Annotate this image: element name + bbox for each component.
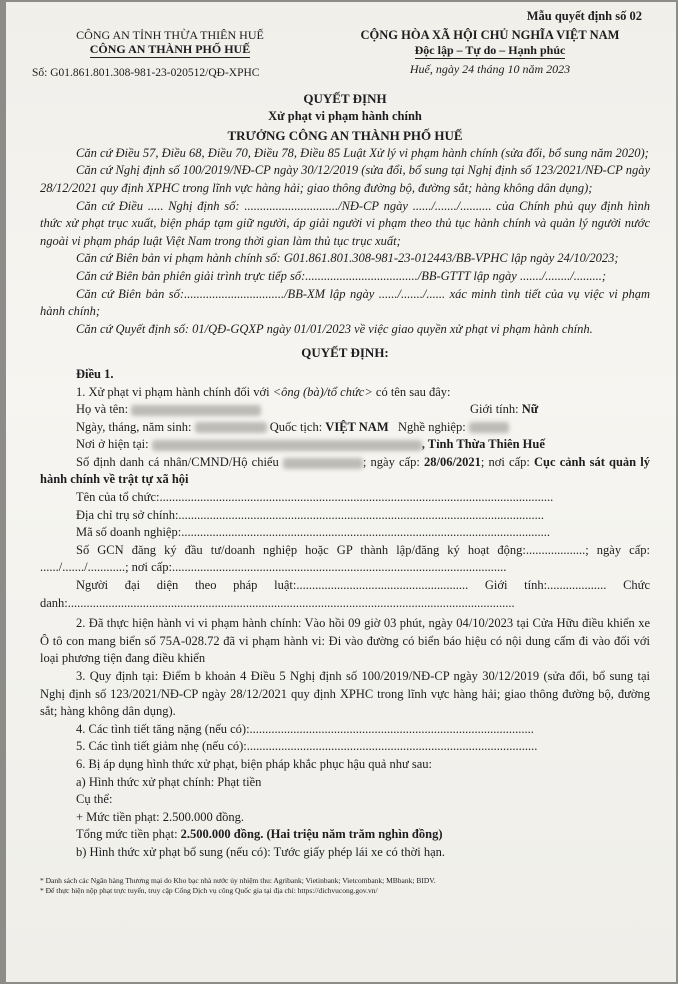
legal-basis: Căn cứ Biên bản vi phạm hành chính số: G01.861.801.308-981-23-012443/BB-VPHC lập ngày 24/10/2023; — [76, 251, 619, 266]
id-label: Số định danh cá nhân/CMND/Hộ chiếu — [76, 454, 279, 469]
nationality-label: Quốc tịch: — [269, 419, 326, 434]
dob-label: Ngày, tháng, năm sinh: — [76, 419, 192, 434]
main-penalty: a) Hình thức xử phạt chính: Phạt tiền — [76, 774, 262, 789]
name-label: Họ và tên: — [76, 402, 129, 417]
item-1-lead-a: 1. Xử phạt vi phạm hành chính đối với — [76, 384, 273, 399]
details-label: Cụ thể: — [76, 792, 113, 807]
item-1-lead-b: <ông (bà)/tổ chức> — [272, 384, 373, 399]
footnote-banks: * Danh sách các Ngân hàng Thương mại do Kho bạc nhà nước ủy nhiệm thu: Agribank; Vietinbank; Vietcombank; MBbank; BIDV. — [40, 875, 436, 885]
dob-row — [40, 419, 650, 437]
form-number: Mẫu quyết định số 02 — [526, 9, 642, 23]
redacted-name — [131, 405, 261, 416]
legal-basis: Căn cứ Nghị định số 100/2019/NĐ-CP ngày 30/12/2019 (sửa đổi, bổ sung tại Nghị định số 123/2021/NĐ-CP ngày 28/12/2021 quy định XPHC trong lĩnh vực hàng hải; giao thông đường bộ, đường sắt; hàng không dân dụng); — [40, 163, 650, 195]
issue-place-label: ; nơi cấp: — [480, 454, 535, 469]
gender-label: Giới tính: — [470, 402, 522, 417]
id-row — [40, 454, 650, 489]
org-license-line: Số GCN đăng ký đầu tư/doanh nghiệp hoặc GP thành lập/đăng ký hoạt động:...................; ngày cấp: ....../......./............; nơi cấp:........................................................................................................... — [40, 542, 650, 575]
additional-penalty: b) Hình thức xử phạt bổ sung (nếu có): Tước giấy phép lái xe có thời hạn. — [76, 844, 445, 859]
org-name-line: Tên của tổ chức:.............................................................................................................................. — [76, 490, 554, 505]
national-motto: Độc lập – Tự do – Hạnh phúc — [414, 43, 566, 57]
legal-basis: Căn cứ Biên bản số:................................/BB-XM lập ngày ....../......./...... xác minh tình tiết của vụ việc vi phạm hành chính; — [40, 286, 650, 319]
fine-amount: + Mức tiền phạt: 2.500.000 đồng. — [76, 809, 244, 824]
date-line: Huế, ngày 24 tháng 10 năm 2023 — [409, 62, 571, 76]
nationality-value: VIỆT NAM — [325, 419, 389, 434]
issuing-authority: TRƯỞNG CÔNG AN THÀNH PHỐ HUẾ — [227, 128, 463, 144]
decision-document — [6, 2, 676, 982]
footnote-online-payment: * Để thực hiện nộp phạt trực tuyến, truy cập Cổng Dịch vụ công Quốc gia tại địa chỉ: https://dichvucong.gov.vn/ — [40, 885, 378, 895]
total-fine — [40, 826, 650, 844]
agency-block — [32, 28, 300, 80]
org-code-line: Mã số doanh nghiệp:...................................................................................................................... — [76, 525, 550, 540]
item-2-violation: 2. Đã thực hiện hành vi vi phạm hành chính: Vào hồi 09 giờ 03 phút, ngày 04/10/2023 tại Cửa Hữu điều khiển xe Ô tô con mang biển số 75A-028.72 đã vi phạm hành vi: Đi vào đường có biển báo hiệu có nội dung cấm đi vào đối với loại phương tiện đang điều khiển — [40, 616, 650, 666]
decision-heading: QUYẾT ĐỊNH: — [301, 345, 389, 361]
agency-parent: CÔNG AN TỈNH THỪA THIÊN HUẾ — [76, 28, 264, 42]
gender-value: Nữ — [521, 402, 539, 417]
representative-line: Người đại diện theo pháp luật:....................................................... Giới tính:................... Chức danh:............................................................................................................................................... — [40, 578, 650, 610]
item-1-lead — [40, 384, 650, 402]
issue-date-label: ; ngày cấp: — [362, 454, 424, 469]
nation-name: CỘNG HÒA XÃ HỘI CHỦ NGHĨA VIỆT NAM — [360, 28, 620, 42]
document-header — [32, 2, 650, 90]
issue-date: 28/06/2021 — [423, 454, 481, 469]
item-5-mitigating: 5. Các tình tiết giảm nhẹ (nếu có):............................................................................................. — [76, 739, 538, 754]
item-1-lead-c: có tên sau đây: — [372, 384, 451, 399]
address-label: Nơi ở hiện tại: — [76, 437, 149, 452]
legal-basis: Căn cứ Điều 57, Điều 68, Điều 70, Điều 78, Điều 85 Luật Xử lý vi phạm hành chính (sửa đổi, bổ sung năm 2020); — [76, 145, 649, 160]
document-subtitle: Xử phạt vi phạm hành chính — [268, 108, 422, 123]
issue-place: Cục cảnh sát quản lý hành chính về trật tự xã hội — [40, 454, 651, 487]
item-6-penalty: 6. Bị áp dụng hình thức xử phạt, biện pháp khắc phục hậu quả như sau: — [76, 756, 433, 771]
document-title: QUYẾT ĐỊNH — [303, 91, 387, 106]
address-row — [40, 436, 650, 454]
document-number: Số: G01.861.801.308-981-23-020512/QĐ-XPHC — [32, 67, 260, 79]
address-tail: , Tỉnh Thừa Thiên Huế — [421, 437, 545, 452]
org-address-line: Địa chỉ trụ sở chính:..................................................................................................................... — [76, 507, 545, 522]
legal-basis: Căn cứ Điều ..... Nghị định số: ............................../NĐ-CP ngày ....../......./.......... của Chính phủ quy định hình thức xử phạt trục xuất, biện pháp tạm giữ người, áp giải người vi phạm theo thủ tục hành chính và quản lý người nước ngoài vi phạm pháp luật Việt Nam trong thời gian làm thủ tục trục xuất; — [40, 198, 650, 248]
legal-basis: Căn cứ Quyết định số: 01/QĐ-GQXP ngày 01/01/2023 về việc giao quyền xử phạt vi phạm hành chính. — [76, 321, 593, 336]
legal-basis: Căn cứ Biên bản phiên giải trình trực tiếp số:..................................../BB-GTTT lập ngày ......./......../.........; — [76, 268, 607, 283]
item-3-regulation: 3. Quy định tại: Điểm b khoản 4 Điều 5 Nghị định số 100/2019/NĐ-CP ngày 30/12/2019 (sửa đổi, bổ sung tại Nghị định số 123/2021/NĐ-CP ngày 28/12/2021 quy định XPHC trong lĩnh vực hàng hải; giao thông đường bộ, đường sắt; hàng không dân dụng). — [40, 669, 650, 719]
total-label: Tổng mức tiền phạt: — [76, 827, 181, 842]
job-label: Nghề nghiệp: — [398, 419, 466, 434]
name-row — [40, 401, 650, 419]
nation-block — [330, 28, 650, 77]
article-heading: Điều 1. — [76, 366, 114, 381]
agency-name: CÔNG AN THÀNH PHỐ HUẾ — [89, 42, 251, 56]
total-value: 2.500.000 đồng. (Hai triệu năm trăm nghìn đồng) — [180, 827, 443, 842]
redacted-address — [152, 440, 422, 451]
redacted-id — [283, 458, 363, 469]
redacted-job — [469, 422, 509, 433]
item-4-aggravating: 4. Các tình tiết tăng nặng (nếu có):........................................................................................... — [76, 721, 534, 736]
redacted-dob — [195, 422, 267, 433]
footnotes — [40, 876, 650, 896]
